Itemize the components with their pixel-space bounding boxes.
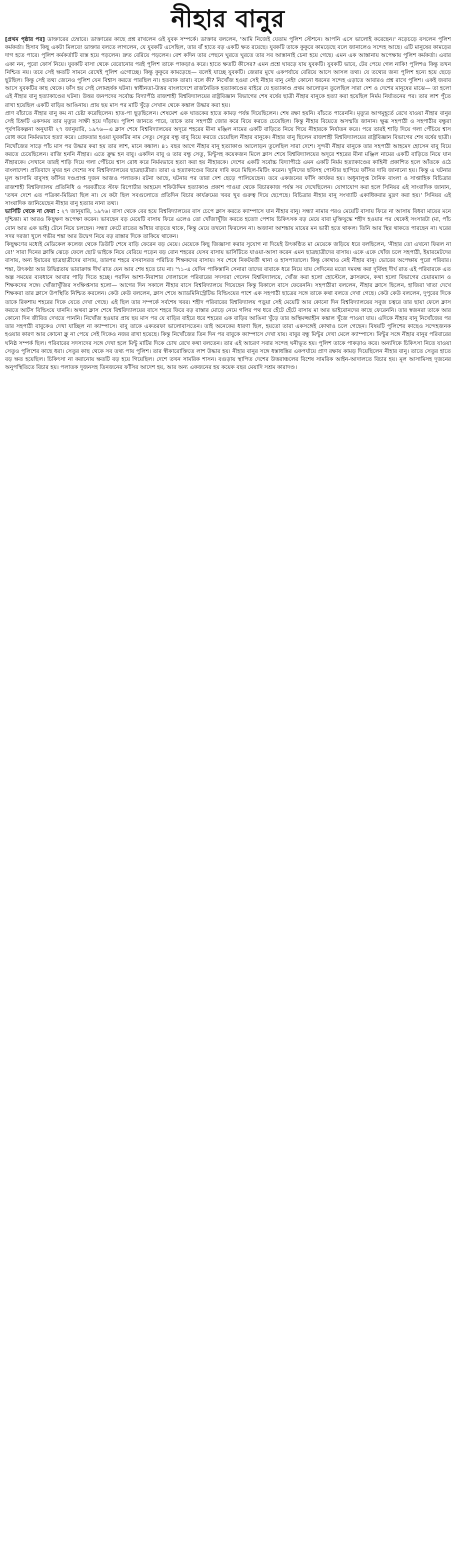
- article-body: [5, 36, 451, 372]
- paragraph-4: কিছুক্ষণের মধ্যেই মেডিকেল কলেজ থেকে ডিউটি শেষে বাড়ি ফেরেন বড় মেয়ে। মেয়েকে কিছু জিজ্ঞাসা করার সুযোগ না দিয়েই উৎকণ্ঠিত মা মেয়েকে জড়িয়ে ধরে বলছিলেন, 'নীহার তো এখনো ফিরল না রে!' সারা দিনের ক্লান্তি ঝেড়ে ফেলে ছোট ভাইকে নিয়ে বেরিয়ে পড়েন বড় বোন শহরের যেসব বাসায় ভার্সিটিতে যাওয়া-আসা করেন এমন ছাত্রছাত্রীদের বাসায়। একে একে খোঁজ চলে সহপাঠী, ইয়ারমেটদের বাসায়, অন্য ইয়ারের ছাত্রছাত্রীদের বাসায়, তারপর শহরে বসবাসরত পরিচিত শিক্ষকদের বাসায়। সব শেষে নিকটবর্তী থানা ও হাসপাতালে। কিন্তু কোথাও নেই নীহার বানু। ভোরের অপেক্ষায় পুরো পরিবার। শঙ্কা, উৎকণ্ঠা আর উদ্বিগ্নতায় ভারাক্রান্ত দীর্ঘ রাত যেন আর শেষ হতে চায় না। '৭১-এ যেদিন পাকিস্তানি সেনারা তাদের বাবাকে ধরে নিয়ে যায় সেদিনের মতো দমবন্ধ করা দুর্বিষহ দীর্ঘ রাত এই পরিবারকে এত অল্প সময়ের ব্যবধানে আবার পাড়ি দিতে হচ্ছে। পরদিন আশা-নিরাশার দোলাচলে পরিবারের সদস্যরা গেলেন বিশ্ববিদ্যালয়ে, খোঁজ করা হলো হোস্টেলে, ক্লাসরুমে, কথা হলো বিভাগের চেয়ারম্যান ও শিক্ষকদের সঙ্গে। খোঁজাখুঁজির সংক্ষিপ্তসার হলো— আগের দিন সকালে নীহার বাসে বিশ্ববিদ্যালয়ে গিয়েছেন কিন্তু বিকালে বাসে ফেরেননি। সহপাঠীরা বললেন, নীহার ক্লাসে ছিলেন, হাজিরা খাতা দেখে শিক্ষকরা তার ক্লাসে উপস্থিতি নিশ্চিত করলেন। কেউ কেউ বললেন, ক্লাস শেষে অ্যাডমিনিস্ট্রেটিভ বিল্ডিংয়ের পাশে এক সহপাঠী ছাত্রের সঙ্গে তাকে কথা বলতে দেখা গেছে। কেউ কেউ বললেন, দুপুরের দিকে তাকে রিকশায় শহরের দিকে যেতে দেখা গেছে। এই ছিল তার সম্পর্কে সর্বশেষ খবর। শহীদ পরিবারের বিশ্ববিদ্যালয় পড়ুয়া সেই মেয়েটি আর কোনো দিন বিশ্ববিদ্যালয়ের সবুজ চত্বরে তার ছায়া ফেলে ক্লাস করতে আর্টস বিল্ডিংয়ে যাননি। অথবা ক্লাস শেষে বিশ্ববিদ্যালয়ের বাসে শহরে ফিরে বড় রাস্তার মোড়ে নেমে গলির পথ ধরে হেঁটে হেঁটে বাসায় মা আর ভাইবোনদের কাছে ফেরেননি। তার স্বজনরা তাকে আর কোনো দিন জীবিত দেখতে পাননি। নিখোঁজ হওয়ার প্রায় ছয় মাস পর যে বাড়ির বাইরে ধরে শহরের এক বাড়ির আঙিনা খুঁড়ে তার অস্থিমজ্জাহীন কঙ্কাল খুঁজে পাওয়া যায়। এদিকে নীহার বানু নিখোঁজের পর তার সহপাঠী বাবুকেও দেখা যাচ্ছিল না ক্যাম্পাসে। বাবু তাকে একতরফা ভালোবাসতেন। তাই অনেকের ধারণা ছিল, হয়তো তারা একসঙ্গেই কোথাও চলে গেছেন। বিষয়টি পুলিশের কাছেও সন্দেহজনক হওয়ার কারণ আর কোনো ক্লু না পেয়ে সেই দিকেও নজর রাখা হয়েছে। কিন্তু নিখোঁজের তিন দিন পর বাবুকে ক্যাম্পাসে দেখা যায়। বাবুর বন্ধু মিন্টুর দেখা মেলে ক্যাম্পাসে। মিন্টুর সঙ্গে নীহার বানুর পরিবারের ঘনিষ্ঠ সম্পর্ক ছিল। পরিবারের সদস্যদের সঙ্গে দেখা হলে মিন্টু মাটির দিকে চোখ রেখে কথা বলতেন। তার এই আচরণ সবার সন্দেহ ঘনীভূত হয়। পুলিশ তাকে পাকড়াও করে। অন্যদিকে চিকিৎসা নিতে যাওয়া সেতুও পুলিশের কাছে ধরা। সেতুর কাছ থেকে সব তথ্য পায় পুলিশ। তার স্বীকারোক্তিতে লাশ উদ্ধার হয়। নীহার বানুর সঙ্গে ধস্তাধস্তির একপর্যায়ে প্রাণ রক্ষায় কামড় দিয়েছিলেন নীহার বানু। তাতে সেতুর হাতে বড় ক্ষত হয়েছিল। চিকিৎসা না করানোয় ক্ষতটি বড় হয়ে গিয়েছিল। দেশে তখন সামরিক শাসন। বগুড়ায় স্থাপিত দেশের উত্তরাঞ্চলের বিশেষ সামরিক আইন-আদালতে বিচার হয়। মূল আসামিসহ দুজনের অনুপস্থিতিতে বিচার হয়। পলাতক দুজনসহ তিনজনের ফাঁসির আদেশ হয়, আর অন্য একজনের হয় কয়েক বছর মেয়াদি সশ্রম কারাদণ্ড।: [5, 242, 451, 372]
- paragraph-3-text: ২৭ জানুয়ারি, ১৯৭৬। বাসা থেকে বের হয়ে বিশ্ববিদ্যালয়ের বাস চেপে ক্লাস করতে ক্যাম্পাসে যান নীহার বানু। সন্ধ্যা নামার পরও মেয়েটি বাসায় ফিরে না আসায় বিধবা মায়ের মনে দুশ্চিন্তা। মা আরও কিছুক্ষণ অপেক্ষা করেন। ভাবছেন বড় মেয়েটি বাসায় ফিরে এলেও তো খোঁজাখুঁজি করতে হতো! পেশায় চিকিৎসক বড় মেয়ে বাবা মুক্তিযুদ্ধে শহীদ হওয়ার পর থেকেই সংসারটা (মা, পাঁচ বোন আর এক ভাই) টেনে নিয়ে চলছেন। সন্ধ্যা কেটে রাতের আঁধার বাড়তে থাকে, কিন্তু মেয়ে তখনো ফিরলেন না। অজানা আশঙ্কায় মায়ের মন ভারী হতে থাকল। তিনি আর স্থির থাকতে পারছেন না। ঘরের সদর দরজা খুলে গভীর শঙ্কা আর উদ্বেগ নিয়ে বড় রাস্তার দিকে তাকিয়ে থাকেন।: [5, 209, 452, 240]
- continued-from-label: [প্রথম পৃষ্ঠার পর]: [5, 37, 45, 43]
- paragraph-2: প্রাণ বাঁচাতে নীহার বানু কম না চেষ্টা করেছিলেন। হাত-পা ছুড়ছিলেন। শেষমেশ এক ঘাতকের হাতে কামড় পর্যন্ত দিয়েছিলেন। শেষ রক্ষা হয়নি। বাঁচতে পারেননি। মৃত্যুর আগমুহূর্তে রেখে যাওয়া নীহার বানুর সেই চিহ্নটি একসময় তার মৃত্যুর সাক্ষী হয়ে দাঁড়ায়। পুলিশ জানতে পারে, তাকে তার সহপাঠী জোর করে বিয়ে করতে চেয়েছিল। কিন্তু নীহার বিয়েতে অসম্মতি জানান। ক্ষুব্ধ সহপাঠী ও সহপাঠীর বন্ধুরা পূর্বপরিকল্পনা অনুযায়ী ২৭ জানুয়ারি, ১৯৭৬—এ ক্লাস শেষে বিশ্ববিদ্যালয়ের অদূরে শহরের মীনা মঞ্জিল নামের একটি বাড়িতে নিয়ে গিয়ে নীহারকে নির্যাতন করে। পরে তারই শাড়ি দিয়ে গলা পেঁচিয়ে শ্বাস রোধ করে নির্মমভাবে হত্যা করে। গ্রেফতার হওয়া যুবকটির নাম সেতু। সেতুর বন্ধু বাবু বিয়ে করতে চেয়েছিল নীহার বানুকে। নীহার বানু ছিলেন রাজশাহী বিশ্ববিদ্যালয়ের রাষ্ট্রবিজ্ঞান বিভাগের শেষ বর্ষের ছাত্রী। নিখোঁজের সাড়ে পাঁচ মাস পর উদ্ধার করা হয় তার লাশ, মানে কঙ্কাল। ৪১ বছর আগে নীহার বানু হত্যাকাণ্ড আলোড়ন তুলেছিল সারা দেশে। সুন্দরী নীহার বানুকে তার সহপাঠী আহমেদ হোসেন বাবু বিয়ে করতে চেয়েছিলেন। রাজি হননি নীহার। এতে ক্রুদ্ধ হন বাবু। একদিন বাবু ও তার বন্ধু সেতু, মিন্টুসহ কয়েকজন মিলে ক্লাস শেষে বিশ্ববিদ্যালয়ের অদূরে শহরের মীনা মঞ্জিল নামের একটি বাড়িতে নিয়ে যান নীহারকে। সেখানে তারই শাড়ি দিয়ে গলা পেঁচিয়ে শ্বাস রোধ করে নির্মমভাবে হত্যা করা হয় নীহারকে। দেশের একটি সর্বোচ্চ বিদ্যাপীঠে এমন একটি নির্মম হত্যাকাণ্ডের কাহিনী প্রকাশিত হলে আঁতকে ওঠে বাংলাদেশ। প্রতিবাদে মুখর হন দেশের সব বিশ্ববিদ্যালয়ের ছাত্রছাত্রীরা। তারা এ হত্যাকাণ্ডের বিচার দাবি করে মিছিল-মিটিং করেন। খুনিদের ছবিসহ পোস্টার ছাপিয়ে ফাঁসির দাবি জানানো হয়। কিন্তু এ ঘটনার মূল আসামি বাবুসহ ফাঁসির দণ্ডপ্রাপ্ত দুজন আজও পলাতক। রটনা আছে, ঘটনার পর তারা দেশ ছেড়ে পালিয়েছেন। তবে একজনের ফাঁসি কার্যকর হয়। অধুনালুপ্ত দৈনিক বাংলা ও সাপ্তাহিক বিচিত্রার রাজশাহী বিশ্ববিদ্যালয় প্রতিনিধি ও পরবর্তীতে স্টাফ রিপোর্টার আহমেদ শফিউদ্দিন হত্যাকাণ্ড প্রকাশ পাওয়া থেকে বিচারকাজ পর্যন্ত সব দেখেছিলেন। যোগাযোগ করা হলে সিনিয়র এই সাংবাদিক জানান, 'তখন দেশে এত পত্রিকা-মিডিয়া ছিল না। যে কটা ছিল সবগুলোতে প্রতিদিন বিচার কার্যক্রমের খবর খুব গুরুত্ব দিয়ে ছেপেছে। বিচিত্রার নীহার বানু সংখ্যাটি একাধিকবার মুদ্রণ করা হয়।' সিনিয়র এই সাংবাদিক জানিয়েছেন নীহার বানু হত্যার নানা তথ্য।: [5, 110, 452, 208]
- paragraph-1: [5, 36, 451, 110]
- section-subheading: ভার্সিটি থেকে না ফেরা :: [5, 209, 60, 216]
- paragraph-1-text: ডাক্তারের চেম্বারে। ডাক্তারের কাছে প্রশ্ন রাখলেন ওই যুবক সম্পর্কে। ডাক্তার বললেন, 'আমি নিজেই যেতাম পুলিশ স্টেশনে। আপনি এসে ভালোই করেছেন।' নড়েচড়ে বসলেন পুলিশ কর্মকর্তা। হিসাব কিছু একটা মিলবে! ডাক্তার বলতে লাগলেন, যে যুবকটি এসেছিল, তার বাঁ হাতে বড় একটি ক্ষত রয়েছে। যুবকটি তাকে কুকুরে কামড়েছে বলে জানালেও সন্দেহ আছে। এটি মানুষের কামড়ের দাগ হতে পারে। পুলিশ কর্মকর্তাটি ব্যস্ত হয়ে পড়লেন। দ্রুত বেরিয়ে পড়লেন। বেশ কদিন তার পেছনে ঘুরতে ঘুরতে তার সব আস্তানাই চেনা হয়ে গেছে। এমন এক আস্তানায় অপেক্ষায় পুলিশ কর্মকর্তা। এবার একা নন, পুরো ফোর্স নিয়ে। যুবকটি বাসা থেকে বেরোনোর পরই পুলিশ তাকে পাকড়াও করে। হাতে ক্ষতটি কীসের? এমন প্রশ্নে ঘাবড়ে যায় যুবকটি। যুবকটি ভাবে, টের পেয়ে গেল নাকি! পুলিশও কিন্তু তখন নিশ্চিত নয়। তবে সেই ক্ষতটি সামনে রেখেই পুলিশ এগোচ্ছে। কিন্তু কুকুরে কামড়েছে— বলেই যাচ্ছে যুবকটি। জেরার মুখে একপর্যায়ে বেরিয়ে আসে আসল তথ্য। যে তথ্যের জন্য পুলিশ হন্যে হয়ে ছেড়ে ছুটছিল। কিন্তু সেই তথ্য জেনেও পুলিশ যেন বিশ্বাস করতে পারছিল না। হতবাক তারা। বলে কী? নিখোঁজ হওয়া সেই নীহার বানু নেই! কোনো ধরনের সন্দেহ এড়াতে আবারও প্রশ্ন রাখে পুলিশ। একই জবাব আসে যুবকটির কাছ থেকে। ফাঁস হয় সেই লোমহর্ষক ঘটনা। স্বাধীনতা-উত্তর বাংলাদেশে রাজনৈতিক হত্যাকাণ্ডের বাইরে যে হত্যাকাণ্ড প্রথম আলোড়ন তুলেছিল সারা দেশ ও দেশের মানুষের মাঝে— তা হলো এই নীহার বানু হত্যাকাণ্ডের ঘটনা। উত্তর জনপদের সর্বোচ্চ বিদ্যাপীঠ রাজশাহী বিশ্ববিদ্যালয়ের রাষ্ট্রবিজ্ঞান বিভাগের শেষ বর্ষের ছাত্রী নীহার বানুকে হত্যা করা হয়েছিল নির্মম নির্যাতনের পর। তার লাশ পুঁতে রাখা হয়েছিল একটি বাড়ির আঙিনায়। প্রায় ছয় মাস পর মাটি খুঁড়ে সেখান থেকে কঙ্কাল উদ্ধার করা হয়।: [5, 37, 451, 109]
- newspaper-page: [5, 0, 451, 1560]
- paragraph-3: [5, 208, 451, 241]
- article-headline: নীহার বানুর: [171, 5, 285, 33]
